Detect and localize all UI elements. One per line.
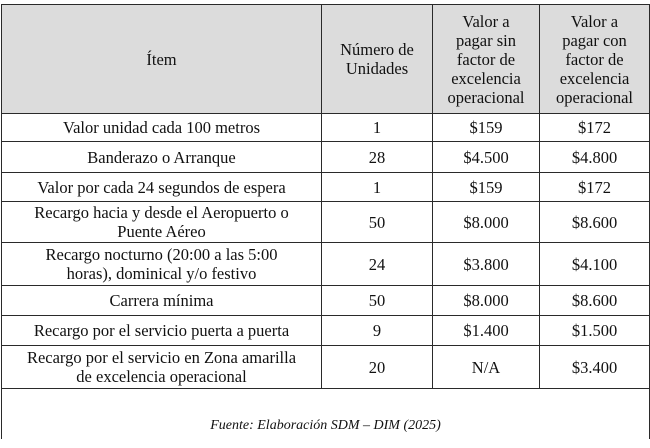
table-header-row xyxy=(2,5,650,114)
cell-value-with-factor: $8.600 xyxy=(540,202,650,243)
header-value-without-factor xyxy=(433,5,540,114)
cell-units: 1 xyxy=(322,114,433,142)
cell-item: Valor unidad cada 100 metros xyxy=(2,114,322,142)
cell-value-without-factor: $159 xyxy=(433,114,540,142)
table-row xyxy=(2,316,650,346)
cell-value-without-factor: $4.500 xyxy=(433,142,540,173)
source-caption: Fuente: Elaboración SDM – DIM (2025) xyxy=(2,389,650,440)
cell-item: Recargo por el servicio en Zona amarilla de excelencia operacional xyxy=(2,346,322,389)
cell-value-with-factor: $1.500 xyxy=(540,316,650,346)
header-line: pagar sin xyxy=(455,30,517,50)
header-units xyxy=(322,5,433,114)
cell-units: 20 xyxy=(322,346,433,389)
cell-item: Banderazo o Arranque xyxy=(2,142,322,173)
tariff-table xyxy=(1,4,650,439)
cell-value-with-factor: $3.400 xyxy=(540,346,650,389)
cell-value-without-factor: $1.400 xyxy=(433,316,540,346)
cell-value-with-factor: $4.800 xyxy=(540,142,650,173)
header-line: excelencia xyxy=(559,68,630,88)
cell-value-with-factor: $8.600 xyxy=(540,286,650,316)
cell-item: Valor por cada 24 segundos de espera xyxy=(2,173,322,202)
cell-value-without-factor: $8.000 xyxy=(433,202,540,243)
header-item: Ítem xyxy=(2,5,322,114)
table-row xyxy=(2,286,650,316)
cell-units: 24 xyxy=(322,243,433,286)
cell-units: 50 xyxy=(322,286,433,316)
header-line: operacional xyxy=(556,87,633,107)
cell-item: Recargo hacia y desde el Aeropuerto o Puente Aéreo xyxy=(2,202,322,243)
table-row xyxy=(2,142,650,173)
header-value-with-factor xyxy=(540,5,650,114)
table-footer-row xyxy=(2,389,650,440)
cell-item: Carrera mínima xyxy=(2,286,322,316)
header-line: pagar con xyxy=(562,30,627,50)
header-line: factor de xyxy=(456,49,516,69)
cell-value-with-factor: $172 xyxy=(540,173,650,202)
header-line: Valor a xyxy=(462,11,510,31)
table-row xyxy=(2,114,650,142)
table-row xyxy=(2,346,650,389)
header-units-line: Unidades xyxy=(345,59,409,78)
header-line: factor de xyxy=(565,49,624,69)
cell-value-with-factor: $4.100 xyxy=(540,243,650,286)
cell-units: 9 xyxy=(322,316,433,346)
header-units-line: Número de xyxy=(340,40,414,59)
cell-value-without-factor: $8.000 xyxy=(433,286,540,316)
cell-value-with-factor: $172 xyxy=(540,114,650,142)
header-line: operacional xyxy=(447,87,525,107)
cell-units: 50 xyxy=(322,202,433,243)
table-row xyxy=(2,202,650,243)
cell-units: 1 xyxy=(322,173,433,202)
table-row xyxy=(2,173,650,202)
header-line: Valor a xyxy=(570,11,619,31)
cell-item: Recargo nocturno (20:00 a las 5:00 horas), dominical y/o festivo xyxy=(2,243,322,286)
cell-value-without-factor: N/A xyxy=(433,346,540,389)
table-row xyxy=(2,243,650,286)
cell-item: Recargo por el servicio puerta a puerta xyxy=(2,316,322,346)
cell-value-without-factor: $3.800 xyxy=(433,243,540,286)
cell-value-without-factor: $159 xyxy=(433,173,540,202)
header-line: excelencia xyxy=(451,68,521,88)
cell-units: 28 xyxy=(322,142,433,173)
